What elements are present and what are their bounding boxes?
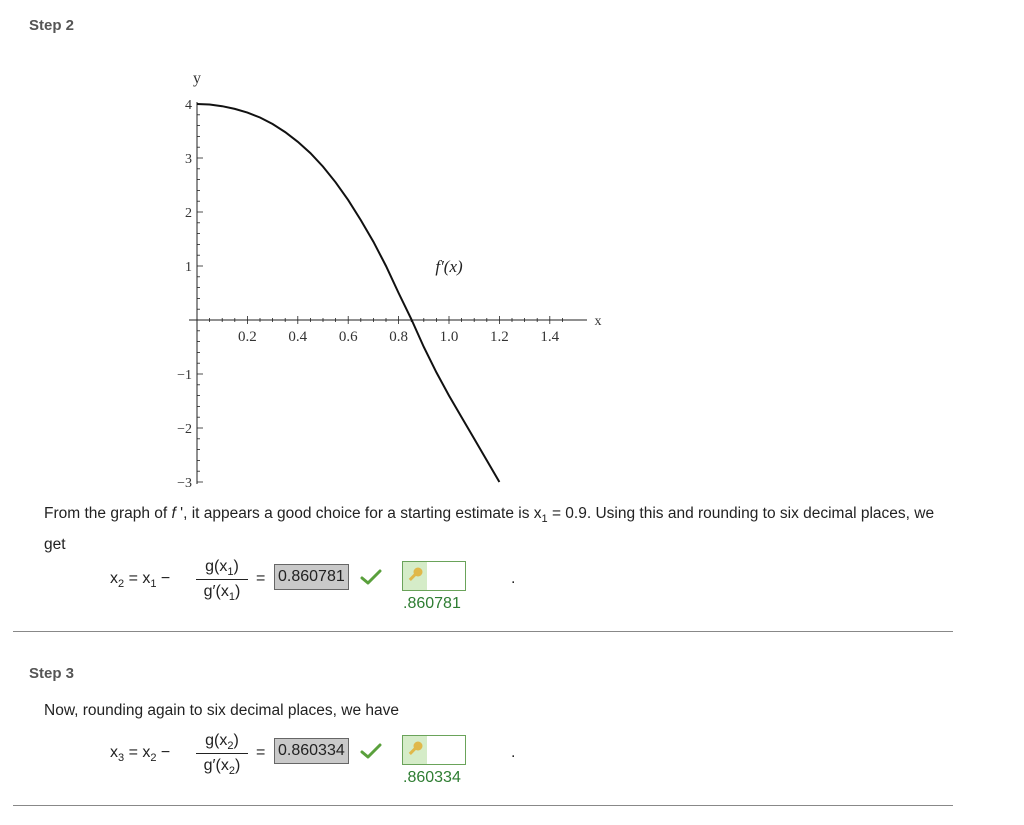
rhs-sub: 2 [150,752,157,765]
den-close: ) [235,757,241,774]
y-axis-label: y [193,70,201,87]
den-text: g′(x [203,757,229,774]
x-axis-label: x [594,314,602,329]
x-tick-label: 0.4 [288,329,308,345]
step-2-heading: Step 2 [29,17,75,34]
key-icon [403,736,427,764]
num-text: g(x [205,558,228,575]
minus-sign: − [156,570,171,587]
x1-value: = 0.9. [547,505,592,522]
equation-lhs [110,744,170,764]
period: . [511,570,516,587]
fraction-numerator [196,730,248,752]
derivative-chart [0,0,620,505]
y-tick-label: −1 [177,368,192,383]
x-tick-label: 1.4 [540,329,560,345]
step-3-intro: Now, rounding again to six decimal places, we have [44,702,399,719]
x1-sub: 1 [541,513,548,526]
newton-fraction [196,556,248,603]
lhs-var: x [110,744,118,761]
check-icon [360,568,382,591]
intro-prime: ', [175,505,188,522]
answer-input-x3[interactable]: 0.860334 [274,738,349,764]
fraction-denominator [196,581,248,603]
x-tick-label: 1.2 [490,329,509,345]
newton-fraction [196,730,248,777]
lhs-mid: = x [124,570,151,587]
answer-input-x2[interactable]: 0.860781 [274,564,349,590]
minus-sign: − [156,744,171,761]
lhs-var: x [110,570,118,587]
den-text: g′(x [203,583,229,600]
equals-sign: = [256,744,266,761]
x-tick-label: 0.8 [389,329,408,345]
fraction-bar [196,753,248,754]
key-icon [403,562,427,590]
num-text: g(x [205,732,228,749]
key-answer-text: .860334 [403,769,461,786]
x-tick-label: 1.0 [439,329,459,345]
num-sub: 1 [227,566,234,579]
den-sub: 1 [228,591,236,604]
series-line-f-prime [197,104,499,482]
lhs-sub: 2 [118,578,125,591]
den-close: ) [235,583,241,600]
y-tick-label: −3 [177,476,192,491]
den-sub: 2 [228,765,236,778]
fraction-denominator [196,755,248,777]
y-tick-label: 2 [185,206,192,221]
intro-text-3: Using this and rounding to six decimal places, we get [44,505,935,554]
fraction-bar [196,579,248,580]
divider-1 [13,631,953,632]
chart-svg [0,0,620,500]
y-tick-label: −2 [177,422,192,437]
divider-2 [13,805,953,806]
y-tick-label: 3 [185,152,192,167]
equation-lhs [110,570,170,590]
answer-key-x3[interactable] [402,735,466,786]
x1-var: x [533,505,542,522]
x-tick-label: 0.2 [238,329,257,345]
rhs-sub: 1 [150,578,157,591]
y-tick-label: 1 [185,260,192,275]
step-2-intro [44,501,944,557]
y-tick-label: 4 [185,98,192,113]
step-3-heading: Step 3 [29,665,75,682]
num-close: ) [233,732,239,749]
fraction-numerator [196,556,248,578]
x-tick-label: 0.6 [338,329,358,345]
answer-key-x2[interactable] [402,561,466,612]
intro-f: f [171,505,176,522]
lhs-sub: 3 [118,752,125,765]
lhs-mid: = x [124,744,151,761]
check-icon [360,742,382,765]
equals-sign: = [256,570,266,587]
intro-text-2: it appears a good choice for a starting estimate is [187,505,534,522]
num-sub: 2 [227,740,234,753]
period: . [511,744,516,761]
key-answer-text: .860781 [403,595,461,612]
num-close: ) [233,558,239,575]
intro-text-1: From the graph of [44,505,172,522]
curve-label: f′(x) [435,257,463,276]
